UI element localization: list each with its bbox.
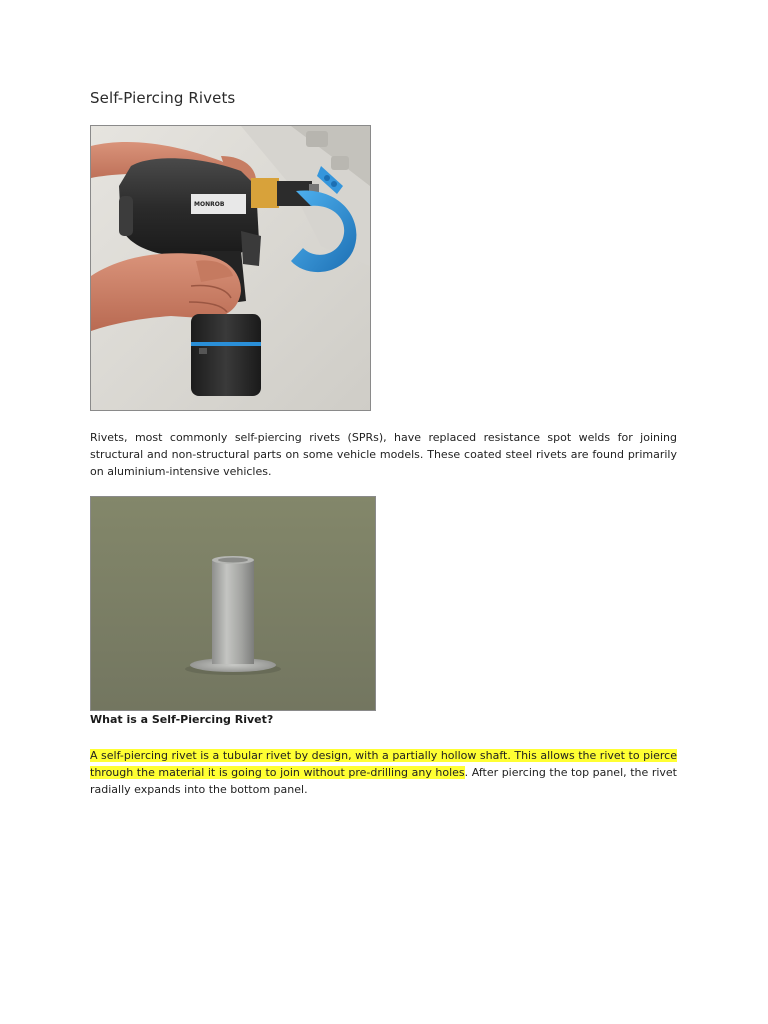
page-title: Self-Piercing Rivets <box>90 89 236 107</box>
highlighted-text: A self-piercing rivet is a tubular rivet by design, with a partially hollow shaft. This allows the rivet to pierce through the material it is going to join without pre-drilling any holes <box>90 749 677 779</box>
svg-text:MONROB: MONROB <box>194 201 225 208</box>
intro-paragraph: Rivets, most commonly self-piercing rivets (SPRs), have replaced resistance spot welds for joining structural and non-structural parts on some vehicle models. These coated steel rivets are found primarily on aluminium-intensive vehicles. <box>90 431 677 478</box>
rivet-tool-photo <box>90 125 371 411</box>
section-heading: What is a Self-Piercing Rivet? <box>90 713 274 726</box>
rivet-photo <box>90 496 376 711</box>
definition-paragraph <box>90 747 677 798</box>
paragraph-continuation: . After piercing the top panel, the rivet radially expands into the bottom panel. <box>90 766 677 796</box>
